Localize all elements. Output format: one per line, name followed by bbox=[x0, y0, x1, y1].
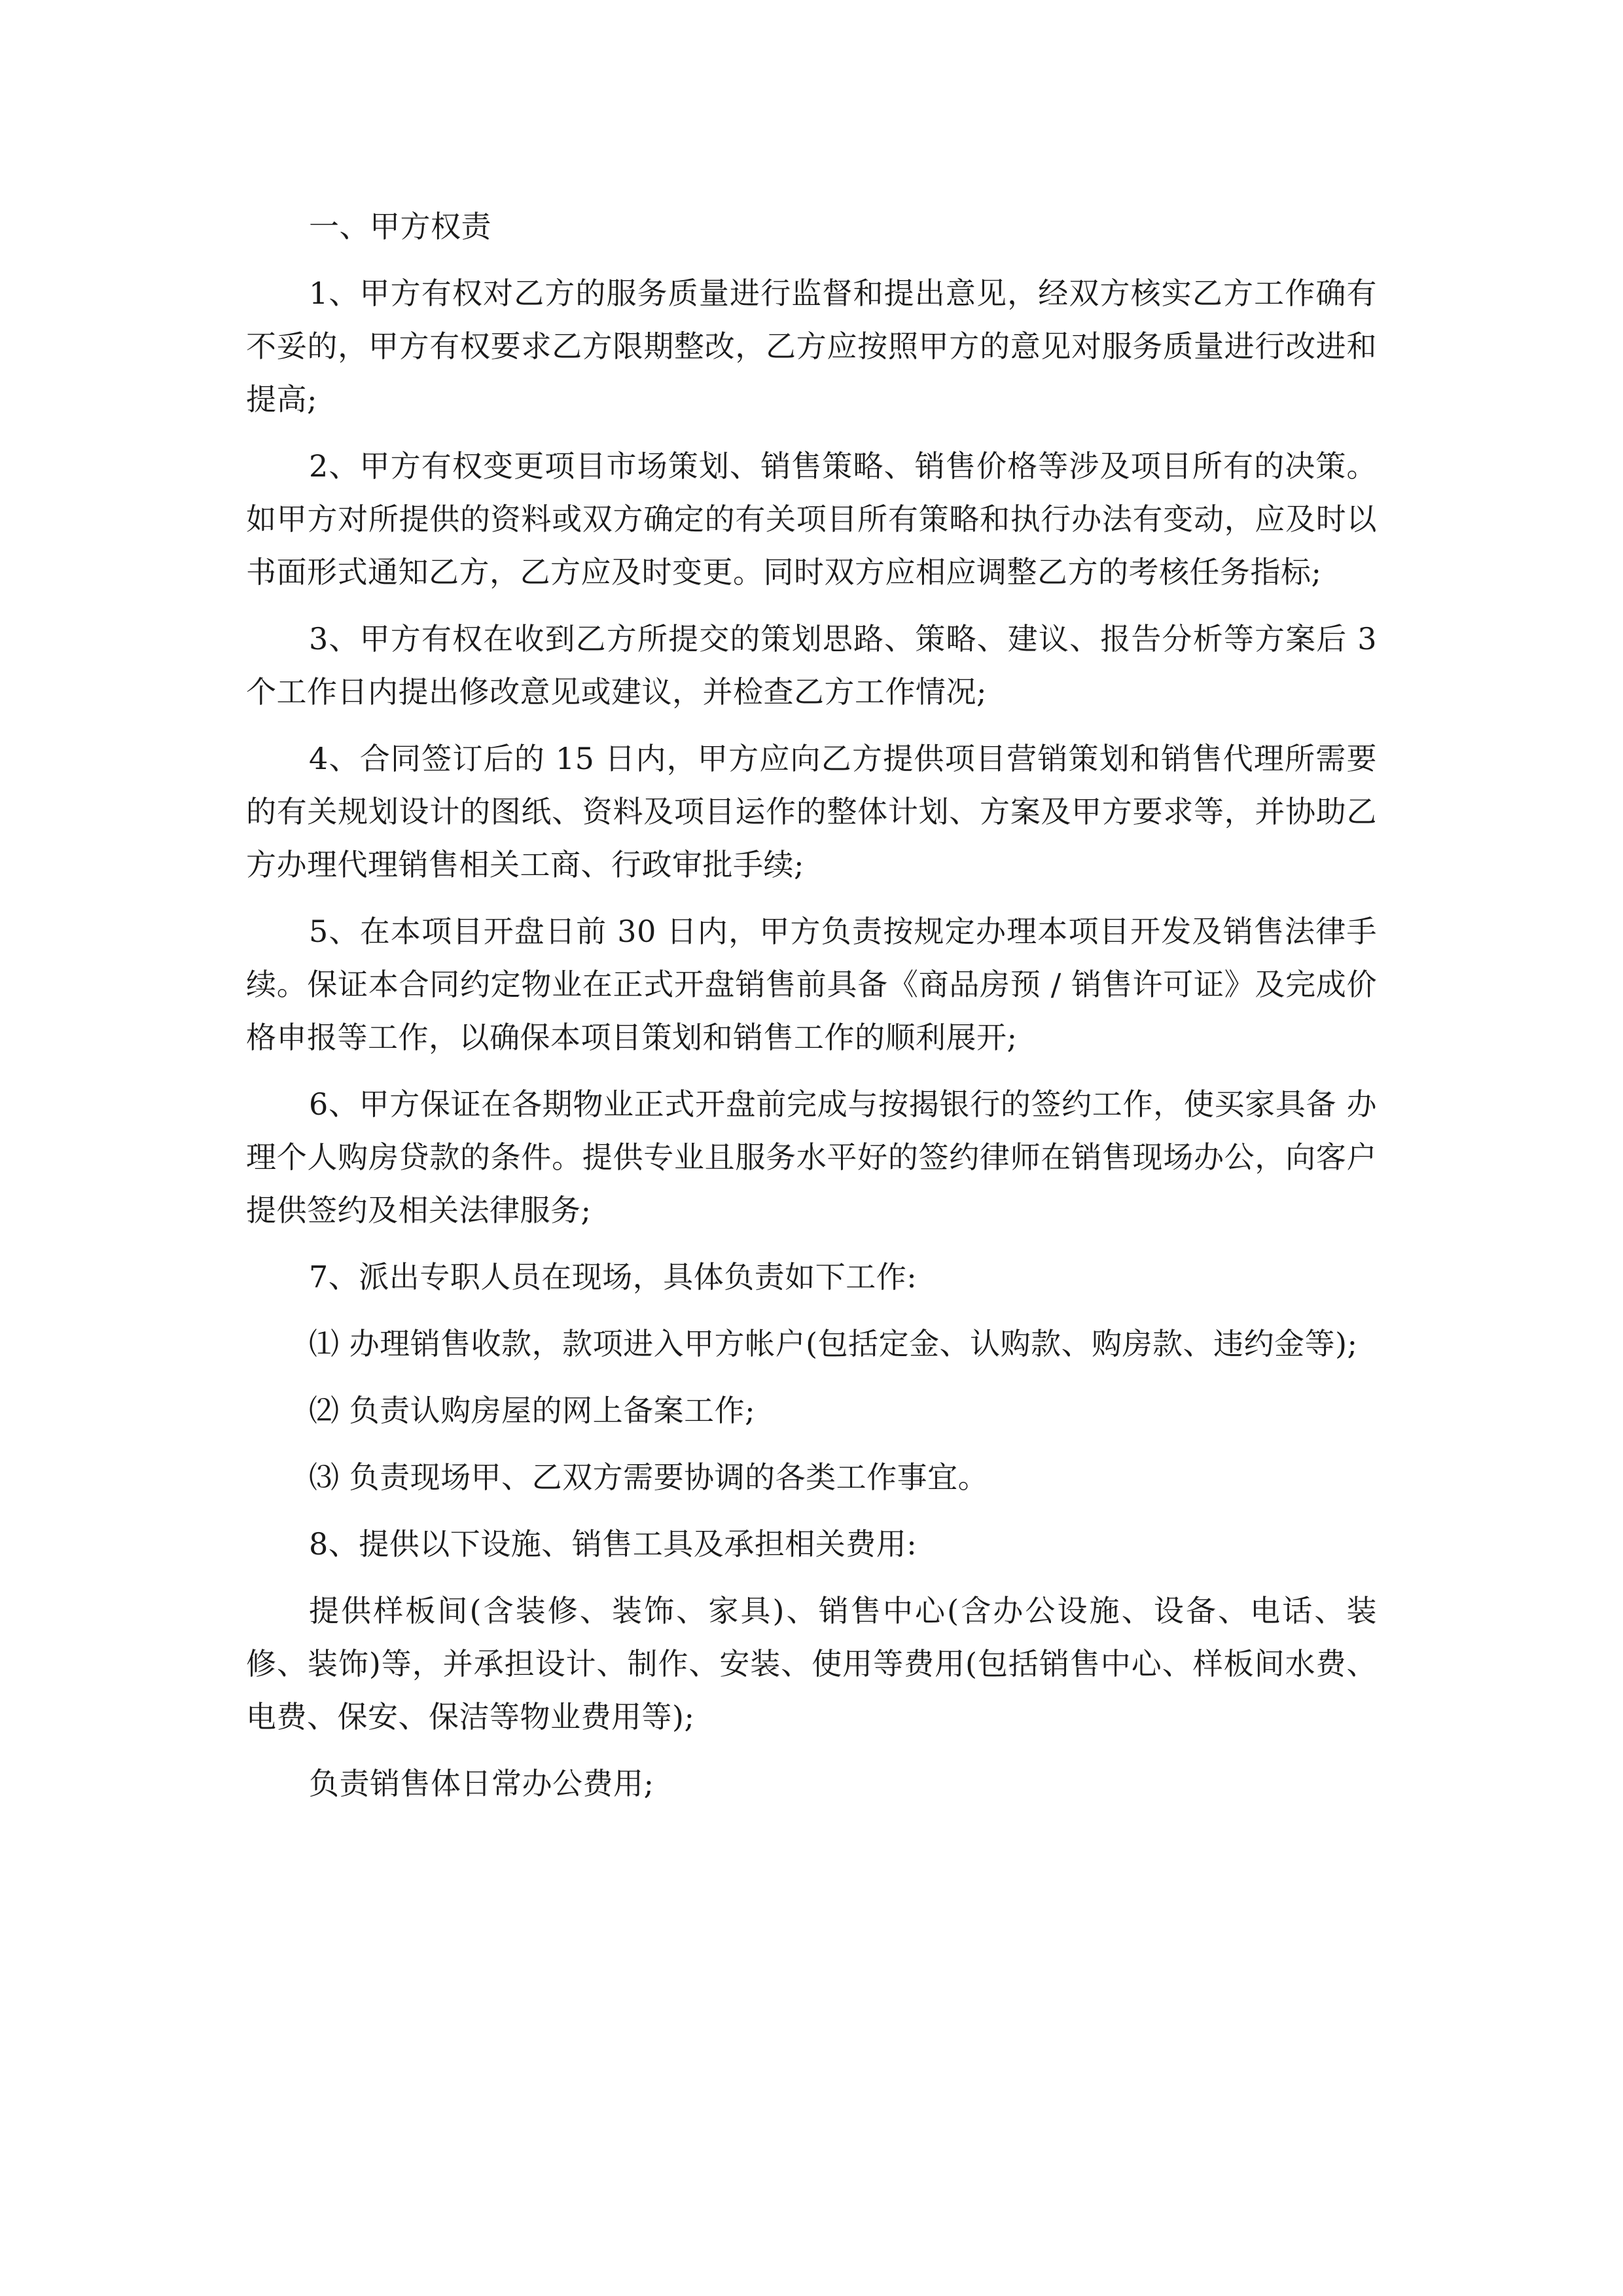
clause-7-item-2: ⑵ 负责认购房屋的网上备案工作; bbox=[309, 1393, 756, 1428]
clause-4: 4、合同签订后的 15 日内，甲方应向乙方提供项目营销策划和销售代理所需要的有关规划设计的图纸、资料及项目运作的整体计划、方案及甲方要求等，并协助乙方办理代理销售相关工商、行政审批手续; bbox=[246, 741, 1377, 882]
clause-7-item-3: ⑶ 负责现场甲、乙双方需要协调的各类工作事宜。 bbox=[309, 1460, 989, 1495]
clause-5: 5、在本项目开盘日前 30 日内，甲方负责按规定办理本项目开发及销售法律手续。保证本合同约定物业在正式开盘销售前具备《商品房预 / 销售许可证》及完成价格申报等工作，以确保本项目策划和销售工作的顺利展开; bbox=[246, 914, 1377, 1055]
clause-8: 8、提供以下设施、销售工具及承担相关费用: bbox=[309, 1526, 918, 1562]
clause-1: 1、甲方有权对乙方的服务质量进行监督和提出意见，经双方核实乙方工作确有不妥的，甲方有权要求乙方限期整改，乙方应按照甲方的意见对服务质量进行改进和提高; bbox=[246, 276, 1377, 417]
clause-8-item-1: 提供样板间(含装修、装饰、家具)、销售中心(含办公设施、设备、电话、装修、装饰)等，并承担设计、制作、安装、使用等费用(包括销售中心、样板间水费、电费、保安、保洁等物业费用等); bbox=[246, 1593, 1377, 1734]
section-heading: 一、甲方权责 bbox=[309, 209, 491, 244]
clause-3: 3、甲方有权在收到乙方所提交的策划思路、策略、建议、报告分析等方案后 3 个工作日内提出修改意见或建议，并检查乙方工作情况; bbox=[246, 621, 1377, 709]
document-body bbox=[246, 200, 1377, 1824]
clause-7-item-1: ⑴ 办理销售收款，款项进入甲方帐户(包括定金、认购款、购房款、违约金等); bbox=[309, 1326, 1358, 1361]
clause-7: 7、派出专职人员在现场，具体负责如下工作: bbox=[309, 1259, 918, 1295]
clause-2: 2、甲方有权变更项目市场策划、销售策略、销售价格等涉及项目所有的决策。如甲方对所提供的资料或双方确定的有关项目所有策略和执行办法有变动，应及时以书面形式通知乙方，乙方应及时变更。同时双方应相应调整乙方的考核任务指标; bbox=[246, 448, 1377, 590]
clause-8-item-2: 负责销售体日常办公费用; bbox=[309, 1766, 654, 1801]
clause-6: 6、甲方保证在各期物业正式开盘前完成与按揭银行的签约工作，使买家具备 办理个人购房贷款的条件。提供专业且服务水平好的签约律师在销售现场办公，向客户提供签约及相关法律服务; bbox=[246, 1086, 1377, 1228]
